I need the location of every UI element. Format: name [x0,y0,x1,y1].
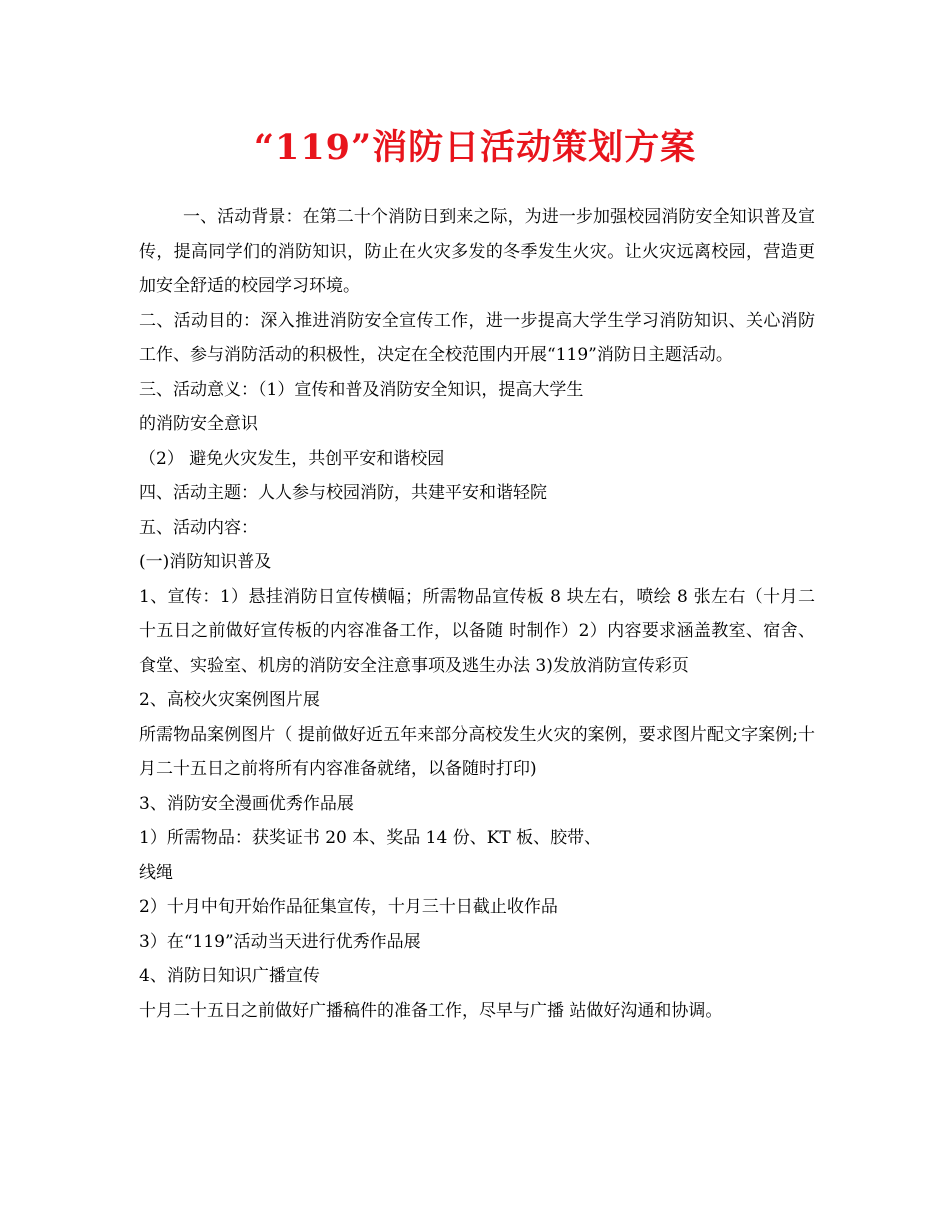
document-body [139,200,815,1028]
paragraph-significance-2: （2） 避免火灾发生，共创平安和谐校园 [139,448,445,469]
paragraph-item-3-1-cont: 线绳 [139,862,173,883]
paragraph-item-1: 1、宣传：1）悬挂消防日宣传横幅；所需物品宣传板 8 块左右，喷绘 8 张左右（十月二十五日之前做好宣传板的内容准备工作，以备随 时制作）2）内容要求涵盖教室、宿舍、食堂、实验室、机房的消防安全注意事项及逃生办法 3)发放消防宣传彩页 [139,586,815,676]
paragraph-section-1: (一)消防知识普及 [139,552,272,572]
paragraph-item-3-2: 2）十月中旬开始作品征集宣传，十月三十日截止收作品 [139,897,558,917]
paragraph-purpose: 二、活动目的：深入推进消防安全宣传工作，进一步提高大学生学习消防知识、关心消防工作、参与消防活动的积极性，决定在全校范围内开展“119”消防日主题活动。 [139,310,815,365]
paragraph-item-3-3: 3）在“119”活动当天进行优秀作品展 [139,931,421,952]
paragraph-item-3-1: 1）所需物品：获奖证书 20 本、奖品 14 份、KT 板、胶带、 [139,828,602,848]
paragraph-content-heading: 五、活动内容： [139,517,258,538]
paragraph-theme: 四、活动主题：人人参与校园消防，共建平安和谐轻院 [139,483,547,503]
document-title: “119”消防日活动策划方案 [253,127,697,168]
paragraph-item-3: 3、消防安全漫画优秀作品展 [139,793,354,814]
paragraph-item-2: 2、高校火灾案例图片展 [139,690,320,710]
paragraph-background: 一、活动背景：在第二十个消防日到来之际，为进一步加强校园消防安全知识普及宣传，提高同学们的消防知识，防止在火灾多发的冬季发生火灾。让火灾远离校园，营造更加安全舒适的校园学习环境。 [139,207,815,296]
paragraph-significance: 三、活动意义：（1）宣传和普及消防安全知识，提高大学生 [139,379,584,400]
paragraph-item-2-detail: 所需物品案例图片（ 提前做好近五年来部分高校发生火灾的案例，要求图片配文字案例;十月二十五日之前将所有内容准备就绪，以备随时打印) [139,724,815,779]
paragraph-item-4-detail: 十月二十五日之前做好广播稿件的准备工作，尽早与广播 站做好沟通和协调。 [139,1000,723,1021]
paragraph-item-4: 4、消防日知识广播宣传 [139,966,320,986]
paragraph-significance-cont: 的消防安全意识 [139,414,258,434]
